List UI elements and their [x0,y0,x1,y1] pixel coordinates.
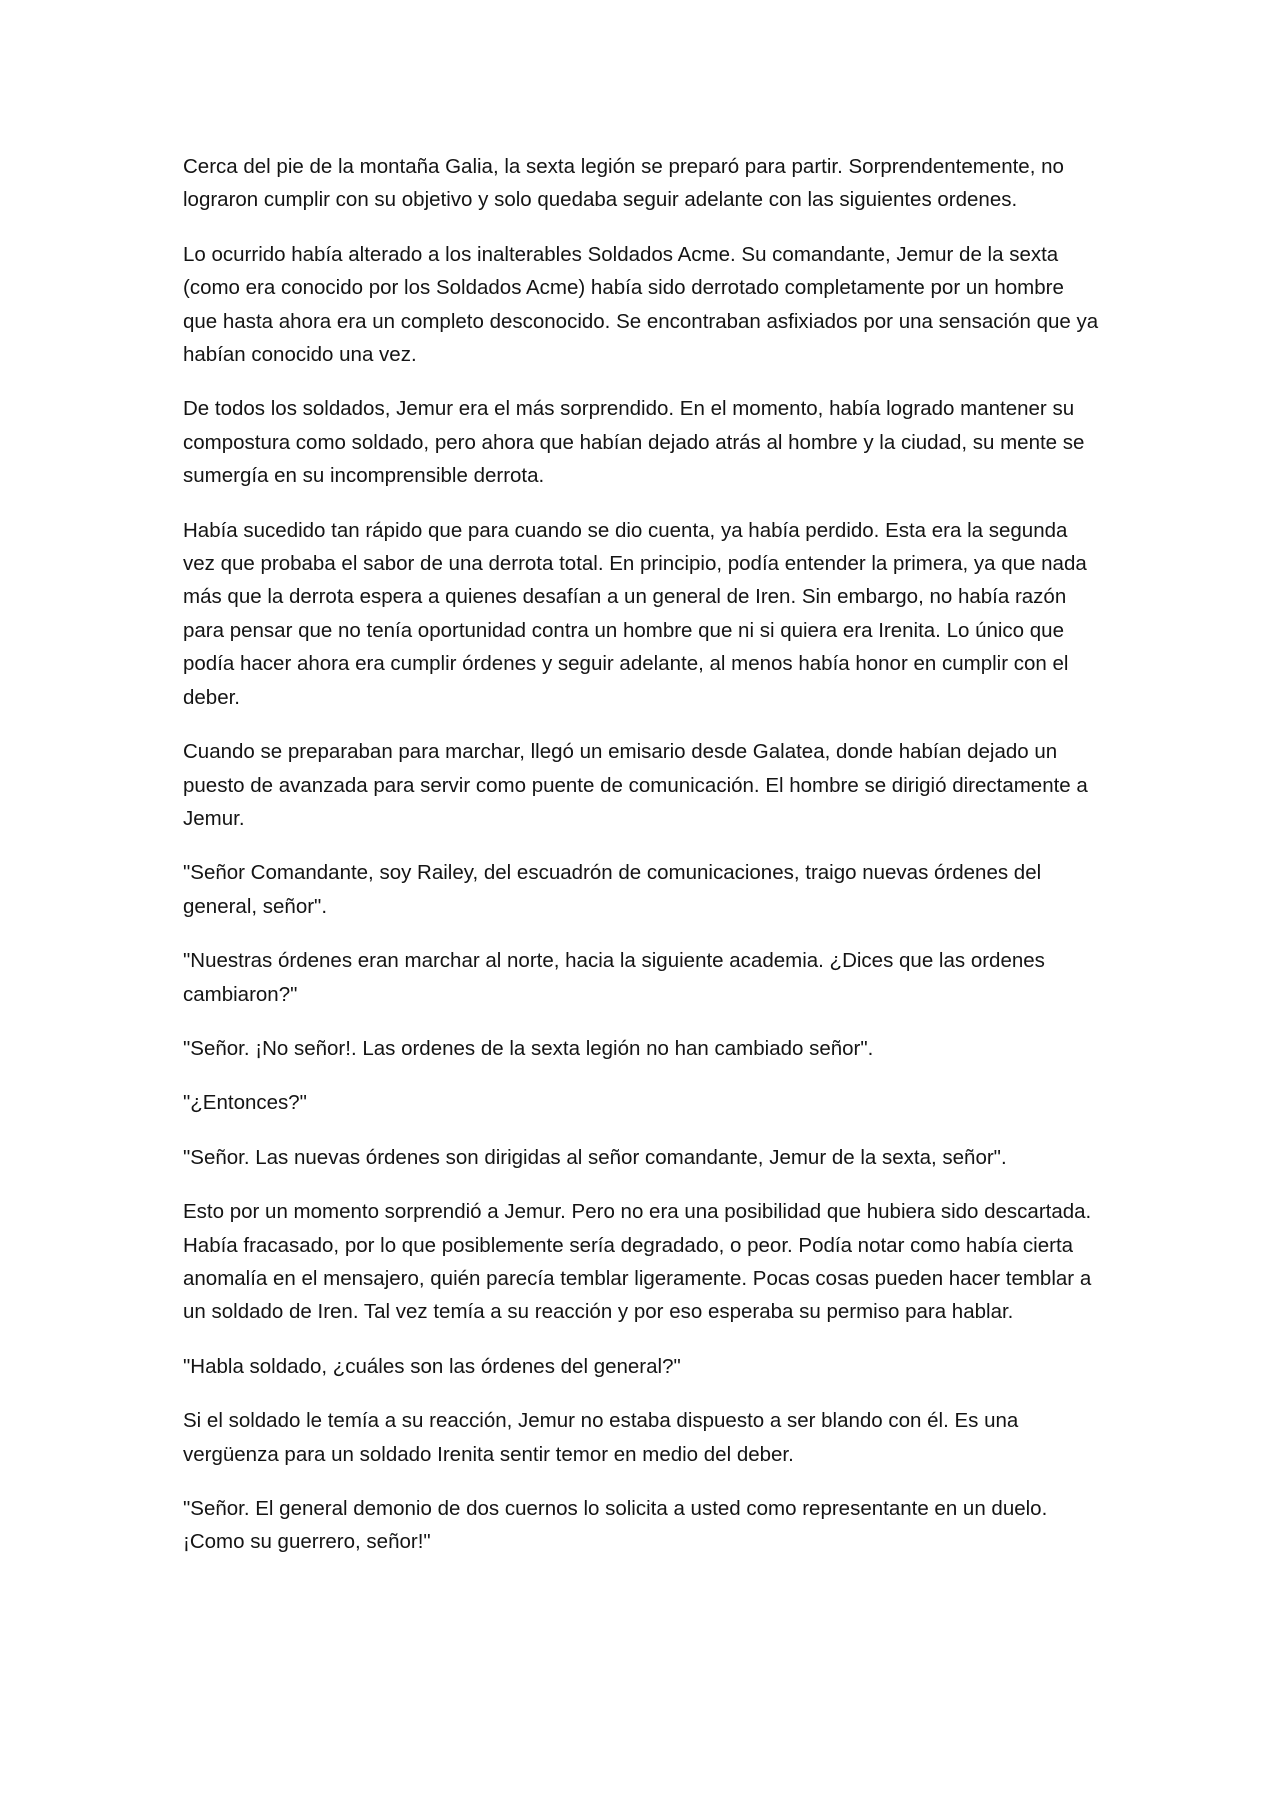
paragraph-12: "Habla soldado, ¿cuáles son las órdenes del general?" [183,1354,681,1378]
paragraph-7: "Nuestras órdenes eran marchar al norte, hacia la siguiente academia. ¿Dices que las ordenes cambiaron?" [183,949,1045,1006]
paragraph-3: De todos los soldados, Jemur era el más sorprendido. En el momento, había logrado mantener su compostura como soldado, pero ahora que habían dejado atrás al hombre y la ciudad, su mente se sumergía en su incomprensible derrota. [183,397,1085,488]
paragraph-10: "Señor. Las nuevas órdenes son dirigidas al señor comandante, Jemur de la sexta, señor". [183,1145,1007,1169]
paragraph-11: Esto por un momento sorprendió a Jemur. Pero no era una posibilidad que hubiera sido descartada. Había fracasado, por lo que posiblemente sería degradado, o peor. Podía notar como había cierta anomalía en el mensajero, quién parecía temblar ligeramente. Pocas cosas pueden hacer temblar a un soldado de Iren. Tal vez temía a su reacción y por eso esperaba su permiso para hablar. [183,1200,1092,1324]
paragraph-14: "Señor. El general demonio de dos cuernos lo solicita a usted como representante en un duelo. ¡Como su guerrero, señor!" [183,1497,1048,1554]
paragraph-8: "Señor. ¡No señor!. Las ordenes de la sexta legión no han cambiado señor". [183,1036,874,1060]
paragraph-6: "Señor Comandante, soy Railey, del escuadrón de comunicaciones, traigo nuevas órdenes del general, señor". [183,861,1042,918]
document-body [183,150,1103,1580]
paragraph-13: Si el soldado le temía a su reacción, Jemur no estaba dispuesto a ser blando con él. Es una vergüenza para un soldado Irenita sentir temor en medio del deber. [183,1409,1019,1466]
paragraph-4: Había sucedido tan rápido que para cuando se dio cuenta, ya había perdido. Esta era la segunda vez que probaba el sabor de una derrota total. En principio, podía entender la primera, ya que nada más que la derrota espera a quienes desafían a un general de Iren. Sin embargo, no había razón para pensar que no tenía oportunidad contra un hombre que ni si quiera era Irenita. Lo único que podía hacer ahora era cumplir órdenes y seguir adelante, al menos había honor en cumplir con el deber. [183,518,1087,709]
paragraph-2: Lo ocurrido había alterado a los inalterables Soldados Acme. Su comandante, Jemur de la sexta (como era conocido por los Soldados Acme) había sido derrotado completamente por un hombre que hasta ahora era un completo desconocido. Se encontraban asfixiados por una sensación que ya habían conocido una vez. [183,242,1099,367]
paragraph-1: Cerca del pie de la montaña Galia, la sexta legión se preparó para partir. Sorprendentemente, no lograron cumplir con su objetivo y solo quedaba seguir adelante con las siguientes ordenes. [183,155,1064,212]
paragraph-5: Cuando se preparaban para marchar, llegó un emisario desde Galatea, donde habían dejado un puesto de avanzada para servir como puente de comunicación. El hombre se dirigió directamente a Jemur. [183,740,1088,830]
paragraph-9: "¿Entonces?" [183,1091,307,1115]
